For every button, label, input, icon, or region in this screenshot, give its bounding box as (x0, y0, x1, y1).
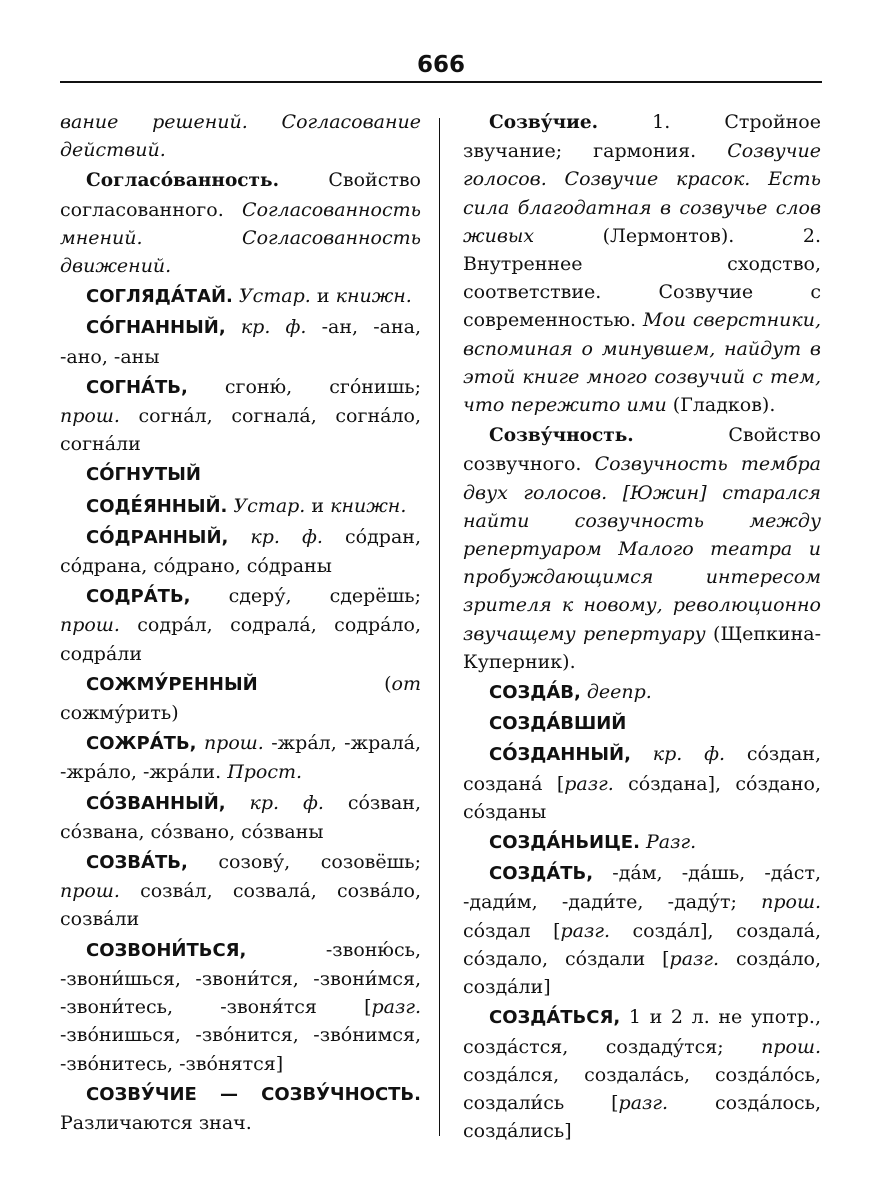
dictionary-entry: СОГНА́ТЬ, сгоню́, сго́нишь; прош. согна́л, согнала́, согна́ло, согна́ли (60, 375, 421, 456)
dictionary-entry: СОЗДА́ТЬ, -да́м, -да́шь, -да́ст, -дади́м, -дади́те, -даду́т; прош. со́здал [разг. созда́л], создала́, со́здало, со́здали [разг. созда́ло, созда́ли] (463, 862, 821, 999)
dictionary-entry: СО́ГНАННЫЙ, кр. ф. -ан, -ана, -ано, -аны (60, 316, 421, 368)
left-column (60, 108, 421, 1139)
dictionary-entry: СОЗДА́ВШИЙ (489, 713, 627, 735)
dictionary-entry: СОЗДА́В, деепр. (489, 681, 652, 704)
dictionary-entry: СОЖМУ́РЕННЫЙ (от сожму́рить) (60, 672, 421, 725)
dictionary-entry: СОДРА́ТЬ, сдеру́, сдерёшь; прош. содра́л, содрала́, содра́ло, содра́ли (60, 585, 421, 665)
dictionary-entry: СОДЕ́ЯННЫЙ. Устар. и книжн. (86, 494, 407, 517)
dictionary-entry: СОЖРА́ТЬ, прош. -жра́л, -жрала́, -жра́ло, -жра́ли. Прост. (60, 732, 422, 784)
dictionary-entry: СО́ЗДАННЫЙ, кр. ф. со́здан, создана́ [разг. со́здана], со́здано, со́зданы (463, 743, 821, 823)
header-rule (60, 81, 822, 83)
dictionary-entry: СОЗВА́ТЬ, созову́, созовёшь; прош. созва́л, созвала́, созва́ло, созва́ли (60, 851, 421, 931)
dictionary-entry: Созву́чие. 1. Стройное звучание; гармония. Созвучие голосов. Созвучие красок. Есть сила благодатная в созвучье слов живых (Лермонтов). 2. Внутреннее сходство, соответствие. Созвучие с современностью. Мои сверстники, вспоминая о минувшем, найдут в этой книге много созвучий с тем, что пережито ими (Гладков). (463, 111, 821, 417)
dictionary-entry: СОЗВОНИ́ТЬСЯ, -звоню́сь, -звони́шься, -звони́тся, -звони́мся, -звони́тесь, -звоня́тся [разг. -зво́нишься, -зво́нится, -зво́нимся, -зво́нитесь, -зво́нятся] (60, 938, 421, 1075)
column-divider (439, 118, 440, 1136)
page-number: 666 (416, 52, 465, 78)
right-column (463, 108, 821, 1147)
dictionary-entry: СОГЛЯДА́ТАЙ. Устар. и книжн. (86, 285, 412, 308)
dictionary-entry: СОЗВУ́ЧИЕ — СОЗВУ́ЧНОСТЬ. Различаются знач. (60, 1083, 421, 1134)
dictionary-entry: СОЗДА́НЬИЦЕ. Разг. (489, 831, 697, 854)
dictionary-entry: СО́ДРАННЫЙ, кр. ф. со́дран, со́драна, со́драно, со́драны (60, 525, 421, 578)
entry-continuation: вание решений. Согласование действий. (60, 111, 421, 162)
dictionary-entry: СО́ЗВАННЫЙ, кр. ф. со́зван, со́звана, со́звано, со́званы (60, 791, 421, 843)
dictionary-entry: Согласо́ванность. Свойство согласованного. Согласованность мнений. Согласованность движений. (60, 169, 421, 278)
dictionary-entry: Созву́чность. Свойство созвучного. Созвучность тембра двух голосов. [Южин] старался найти созвучность между репертуаром Малого театра и пробуждающимся интересом зрителя к новому, революционно звучащему репертуару (Щепкина-Куперник). (463, 424, 821, 673)
dictionary-entry: СОЗДА́ТЬСЯ, 1 и 2 л. не употр., созда́стся, создаду́тся; прош. созда́лся, создала́сь, созда́ло́сь, создали́сь [разг. созда́лось, созда́лись] (463, 1006, 821, 1143)
dictionary-entry: СО́ГНУТЫЙ (86, 464, 201, 486)
